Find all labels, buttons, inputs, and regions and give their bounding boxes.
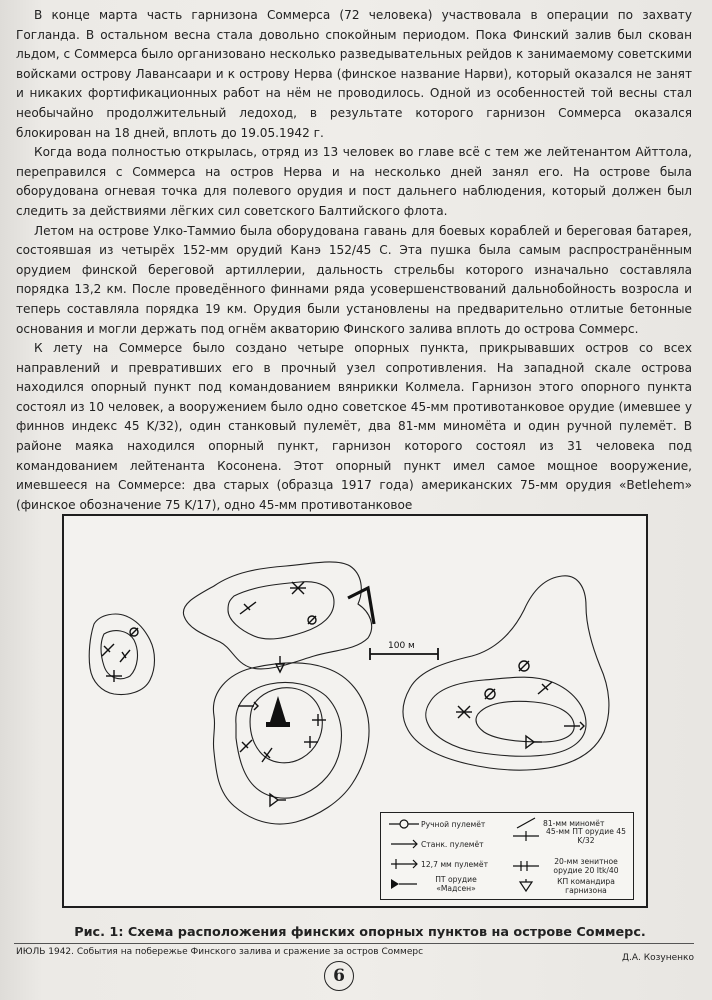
east-mg-2: [485, 689, 495, 699]
paragraph-3: Летом на острове Улко-Таммио была оборудована гавань для боевых кораблей и береговая батарея, состоявшая из четырёх 152-мм орудий Канэ 152/45 С. Эта пушка была самым распространённым орудием финской береговой артиллерии, дальность стрельбы которого изначально составляла порядка 13,2 км. После проведённого финнами ряда усовершенствований дальнобойность возросла и теперь составляла порядка 19 км. Орудия были установлены на предварительно отлитые бетонные основания и могли держать под огнём акваторию Финского залива вплоть до острова Соммерс.: [16, 223, 692, 336]
central-mortar-1: [240, 740, 252, 752]
footer-author: Д.А. Козуненко: [621, 953, 694, 963]
west-at-gun: [106, 670, 122, 682]
paragraph-2: Когда вода полностью открылась, отряд из 13 человек во главе всё с тем же лейтенантом Айттола, переправился с Соммерса на остров Нерва и на несколько дней занял его. На острове была оборудована огневая точка для полевого орудия и пост дальнего наблюдения, который должен был следить за действиями лёгких сил советского Балтийского флота.: [16, 145, 692, 218]
at-gun-icon: [509, 829, 543, 843]
page-number: 6: [324, 961, 354, 991]
west-islet-coast: [89, 614, 154, 694]
legend-item: 45-мм ПТ орудие 45 K/32: [509, 827, 631, 845]
mounted-machine-gun-icon: [387, 837, 421, 851]
madsen-gun-icon: [387, 877, 421, 891]
central-hmg-1: [238, 702, 258, 710]
east-mortar: [538, 682, 552, 694]
scale-label: 100 м: [388, 641, 415, 651]
light-machine-gun-icon: [387, 817, 421, 831]
east-mg-1: [519, 661, 529, 671]
article-body: [16, 6, 692, 515]
legend-item: КП командира гарнизона: [509, 877, 631, 895]
weapon-markers: [102, 582, 584, 806]
footer-divider: [14, 943, 694, 944]
legend-item: 12,7 мм пулемёт: [387, 857, 488, 871]
central-at-1: [312, 714, 326, 726]
east-island-contour-1: [426, 677, 586, 756]
central-at-2: [304, 736, 318, 748]
map-legend: [380, 812, 634, 900]
aa-gun-icon: [509, 859, 543, 873]
paragraph-1: В конце марта часть гарнизона Соммерса (72 человека) участвовала в операции по захвату Гогланда. В остальном весна стала довольно спокойным периодом. Пока Финский залив был скован льдом, с Соммерса было организовано несколько разведывательных рейдов к занимаемому советскими войсками острову Лавансаари и к острову Нерва (финское название Нарви), который оказался не занят и никаких фортификационных работ на нём не проводилось. Одной из особенностей той весны стал необычайно продолжительный ледоход, в результате которого гарнизон Соммерса оказался блокирован на 18 дней, вплоть до 19.05.1942 г.: [16, 8, 692, 140]
west-mortar-1: [102, 644, 114, 656]
central-madsen: [270, 794, 286, 806]
north-mg: [308, 616, 316, 624]
paragraph-4: К лету на Соммерсе было создано четыре опорных пункта, прикрывавших остров со всех направлений и превративших его в прочный узел сопротивления. На западной скале острова находился опорный пункт под командованием вянрикки Колмела. Гарнизон этого опорного пункта состоял из 10 человек, а вооружением было одно советское 45-мм противотанковое орудие (имевшее у финнов индекс 45 K/32), один станковый пулемёт, два 81-мм миномёта и один ручной пулемёт. В районе маяка находился опорный пункт, гарнизон которого состоял из 31 человека под командованием лейтенанта Косонена. Этот опорный пункт имел самое мощное вооружение, имевшееся на Соммерсе: два старых (образца 1917 года) американских 75-мм орудия «Betlehem» (финское обозначение 75 K/17), одно 45-мм противотанковое: [16, 341, 692, 512]
command-post-icon: [509, 879, 543, 893]
north-aa-gun: [290, 582, 306, 594]
legend-item: 81-мм миномёт: [509, 816, 631, 830]
east-island-contour-2: [476, 701, 574, 742]
west-mg: [130, 628, 138, 636]
west-islet-contour: [101, 631, 137, 679]
west-mortar-2: [120, 650, 130, 662]
footer-title: ИЮЛЬ 1942. События на побережье Финского залива и сражение за остров Соммерс: [16, 947, 424, 957]
north-mortar: [240, 602, 256, 614]
legend-item: Ручной пулемёт: [387, 817, 485, 831]
legend-item: ПТ орудие «Мадсен»: [387, 875, 497, 893]
figure-caption: Рис. 1: Схема расположения финских опорных пунктов на острове Соммерс.: [74, 925, 646, 940]
north-island-coast: [183, 562, 371, 669]
east-island-coast: [403, 576, 609, 770]
heavy-machine-gun-icon: [387, 857, 421, 871]
lighthouse-icon: [266, 696, 290, 727]
central-cp: [276, 656, 284, 672]
map-figure: [62, 514, 648, 908]
legend-item: 20-мм зенитное орудие 20 Itk/40: [509, 857, 631, 875]
legend-item: Станк. пулемёт: [387, 837, 484, 851]
east-aa-gun: [456, 706, 472, 718]
